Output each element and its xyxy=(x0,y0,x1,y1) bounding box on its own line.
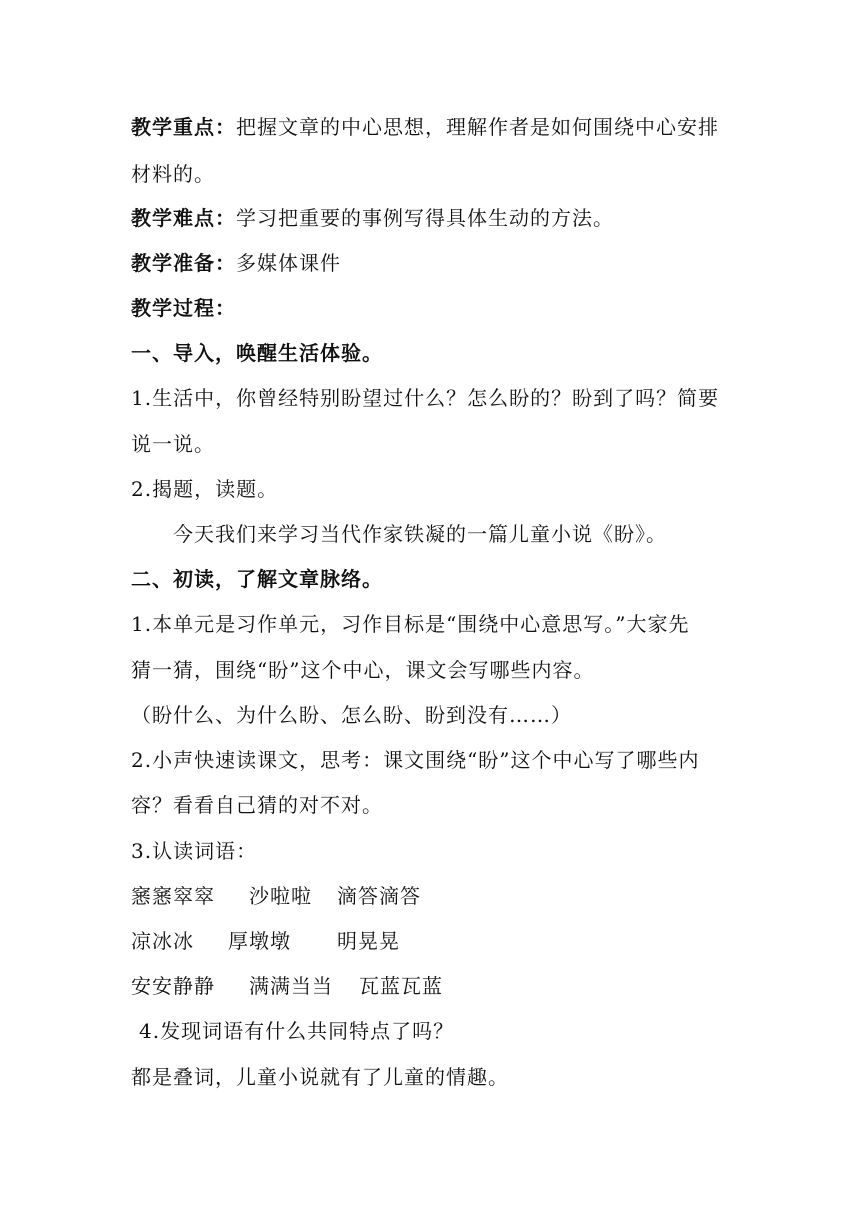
focus-text-continued: 材料的。 xyxy=(131,162,215,186)
difficulty-label: 教学难点： xyxy=(131,206,236,230)
section1-item1-continued: 说一说。 xyxy=(131,432,215,456)
focus-line xyxy=(131,113,719,141)
process-label: 教学过程： xyxy=(131,296,236,320)
word: 窸窸窣窣 xyxy=(131,884,215,908)
section2-item4: 4.发现词语有什么共同特点了吗？ xyxy=(139,1019,455,1043)
word: 明晃晃 xyxy=(337,929,400,953)
word: 瓦蓝瓦蓝 xyxy=(359,974,443,998)
focus-label: 教学重点： xyxy=(131,115,236,139)
section2-item3: 3.认读词语： xyxy=(131,839,258,863)
section1-item1: 1.生活中，你曾经特别盼望过什么？怎么盼的？盼到了吗？简要 xyxy=(131,386,720,410)
difficulty-text: 学习把重要的事例写得具体生动的方法。 xyxy=(236,206,614,230)
word-row-2 xyxy=(131,927,531,955)
word: 厚墩墩 xyxy=(228,929,291,953)
difficulty-line xyxy=(131,204,614,232)
section2-item4-answer: 都是叠词，儿童小说就有了儿童的情趣。 xyxy=(131,1065,509,1089)
word: 凉冰冰 xyxy=(131,929,194,953)
section1-item2-detail: 今天我们来学习当代作家铁凝的一篇儿童小说《盼》。 xyxy=(173,522,667,546)
word-row-1 xyxy=(131,882,531,910)
preparation-label: 教学准备： xyxy=(131,251,236,275)
section2-heading: 二、初读，了解文章脉络。 xyxy=(131,567,383,591)
section2-item1: 1.本单元是习作单元，习作目标是“围绕中心意思写。”大家先 xyxy=(131,612,690,636)
word-row-3 xyxy=(131,972,531,1000)
preparation-text: 多媒体课件 xyxy=(236,251,341,275)
word: 安安静静 xyxy=(131,974,215,998)
word: 满满当当 xyxy=(249,974,333,998)
section2-item2-continued: 容？看看自己猜的对不对。 xyxy=(131,793,383,817)
word: 沙啦啦 xyxy=(249,884,312,908)
section2-item2: 2.小声快速读课文，思考：课文围绕“盼”这个中心写了哪些内 xyxy=(131,748,700,772)
word: 滴答滴答 xyxy=(337,884,421,908)
section1-heading: 一、导入，唤醒生活体验。 xyxy=(131,341,383,365)
section2-item1-hint: （盼什么、为什么盼、怎么盼、盼到没有……） xyxy=(131,703,572,727)
section2-item1-continued: 猜一猜，围绕“盼”这个中心，课文会写哪些内容。 xyxy=(131,658,595,682)
preparation-line xyxy=(131,249,341,277)
section1-item2: 2.揭题，读题。 xyxy=(131,477,279,501)
focus-text: 把握文章的中心思想，理解作者是如何围绕中心安排 xyxy=(236,115,719,139)
